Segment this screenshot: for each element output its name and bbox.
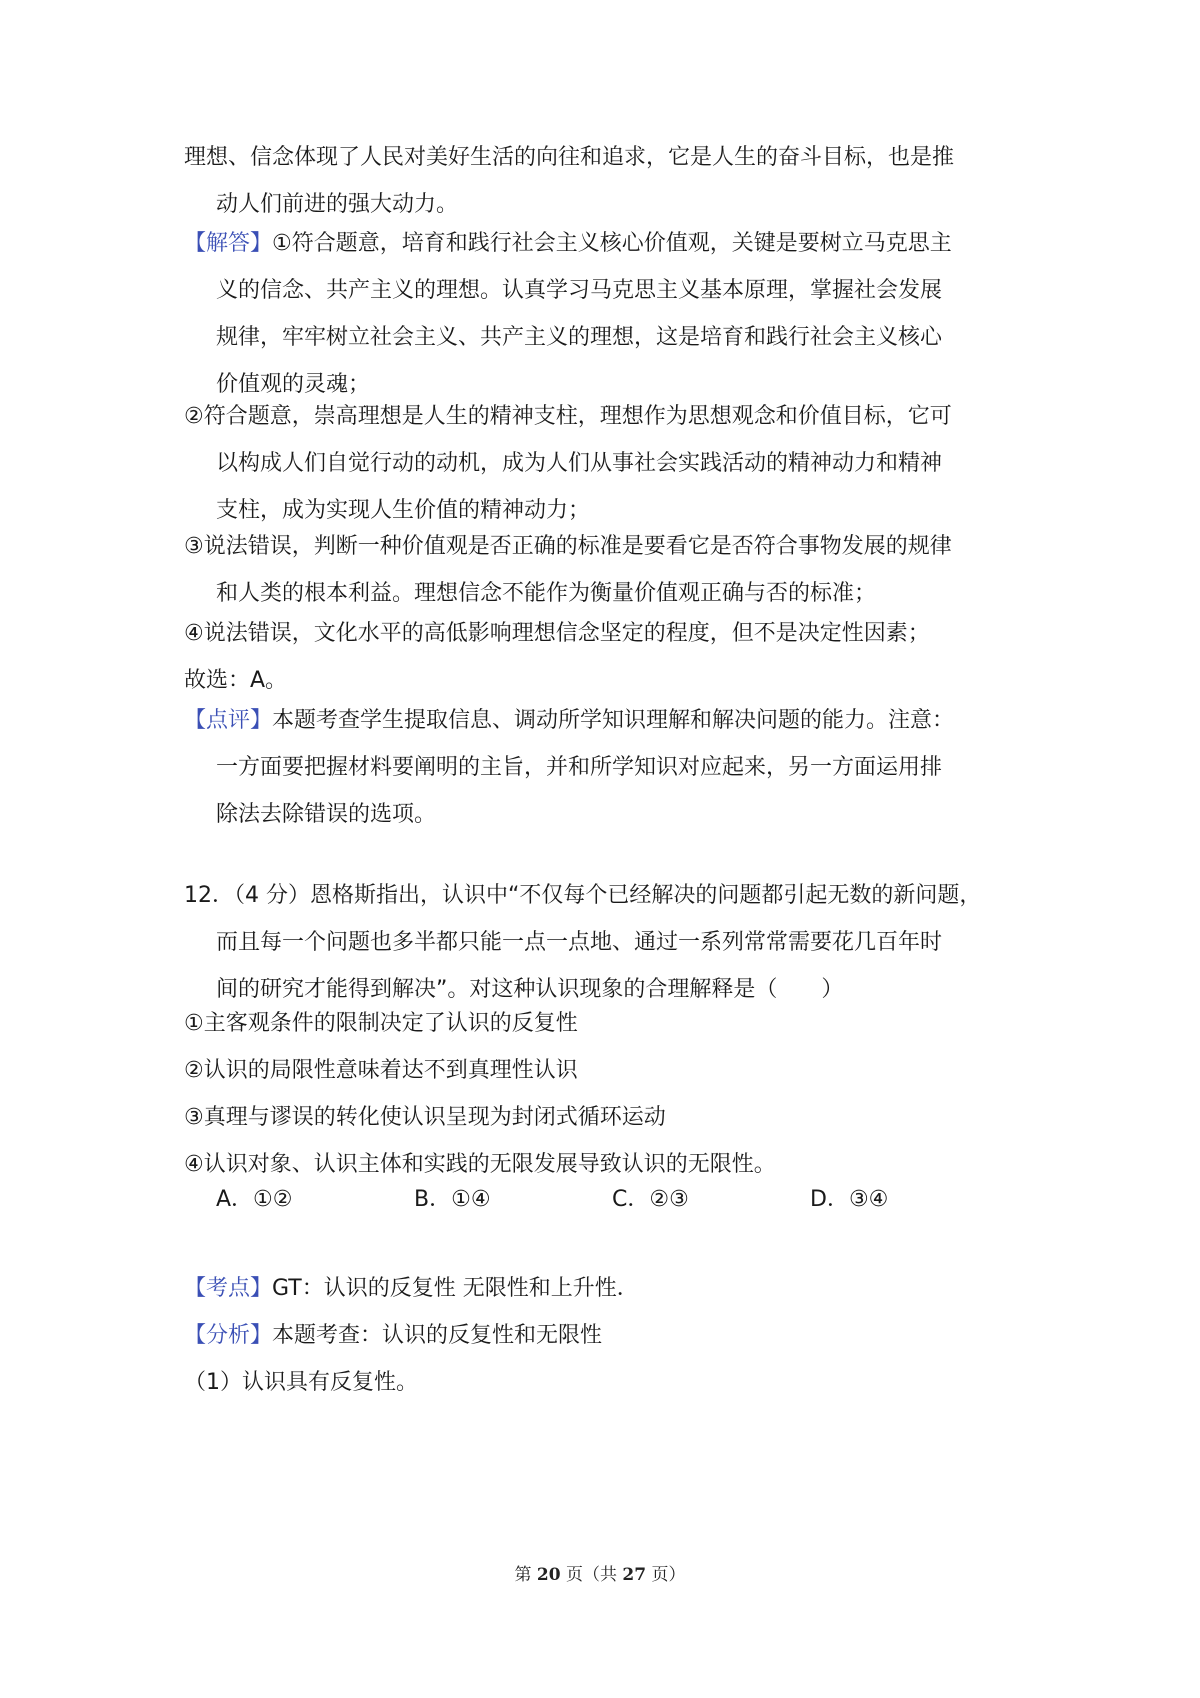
option-b: B．①④ bbox=[414, 1187, 491, 1212]
text-line: ③说法错误，判断一种价值观是否正确的标准是要看它是否符合事物发展的规律 bbox=[184, 534, 952, 559]
option-a: A．①② bbox=[216, 1187, 293, 1212]
question-12-statements bbox=[184, 1000, 1044, 1188]
text-line: 支柱，成为实现人生价值的精神动力； bbox=[216, 498, 591, 523]
point-2 bbox=[184, 393, 1044, 534]
kaodian-text: GT：认识的反复性 无限性和上升性． bbox=[272, 1276, 639, 1301]
statement-item: ②认识的局限性意味着达不到真理性认识 bbox=[184, 1058, 578, 1083]
text-line bbox=[184, 697, 1044, 744]
fenxi-text: 本题考查：认识的反复性和无限性 bbox=[272, 1323, 603, 1348]
statement-item: ①主客观条件的限制决定了认识的反复性 bbox=[184, 1011, 578, 1036]
kaodian-tag: 【考点】 bbox=[184, 1276, 273, 1301]
text-line: 一方面要把握材料要阐明的主旨，并和所学知识对应起来，另一方面运用排 bbox=[216, 755, 943, 780]
text-line: 和人类的根本利益。理想信念不能作为衡量价值观正确与否的标准； bbox=[216, 581, 877, 606]
comment-section bbox=[184, 697, 1044, 838]
text-line: 12．（4 分）恩格斯指出，认识中“不仅每个已经解决的问题都引起无数的新问题， bbox=[184, 883, 982, 908]
footer-prefix: 第 bbox=[514, 1565, 532, 1585]
text-line: 价值观的灵魂； bbox=[216, 372, 371, 397]
point-4 bbox=[184, 610, 1044, 704]
text-line: 间的研究才能得到解决”。对这种认识现象的合理解释是（ ） bbox=[216, 977, 844, 1002]
statement-item: ③真理与谬误的转化使认识呈现为封闭式循环运动 bbox=[184, 1105, 666, 1130]
answer-section bbox=[184, 220, 1044, 408]
point-3 bbox=[184, 523, 1044, 617]
option-d: D．③④ bbox=[810, 1187, 889, 1212]
text-line: 以构成人们自觉行动的动机，成为人们从事社会实践活动的精神动力和精神 bbox=[216, 451, 943, 476]
comment-text: 本题考查学生提取信息、调动所学知识理解和解决问题的能力。注意： bbox=[272, 708, 955, 733]
text-line: 理想、信念体现了人民对美好生活的向往和追求，它是人生的奋斗目标，也是推 bbox=[184, 145, 955, 170]
text-line: 义的信念、共产主义的理想。认真学习马克思主义基本原理，掌握社会发展 bbox=[216, 278, 943, 303]
text-line bbox=[184, 1312, 1044, 1359]
footer-page-number: 20 bbox=[536, 1565, 561, 1585]
footer-middle: 页（共 bbox=[566, 1565, 617, 1585]
choice-line: 故选：A。 bbox=[184, 668, 288, 693]
text-line: 除法去除错误的选项。 bbox=[216, 802, 437, 827]
text-line: ②符合题意，崇高理想是人生的精神支柱，理想作为思想观念和价值目标，它可 bbox=[184, 404, 952, 429]
text-line: ④说法错误，文化水平的高低影响理想信念坚定的程度，但不是决定性因素； bbox=[184, 621, 930, 646]
footer-total-pages: 27 bbox=[622, 1565, 647, 1585]
text-line: 而且每一个问题也多半都只能一点一点地、通过一系列常常需要花几百年时 bbox=[216, 930, 943, 955]
analysis-section bbox=[184, 1265, 1044, 1406]
answer-text: ①符合题意，培育和践行社会主义核心价值观，关键是要树立马克思主 bbox=[272, 231, 952, 256]
answer-tag: 【解答】 bbox=[184, 231, 273, 256]
continuation-paragraph bbox=[184, 134, 1044, 228]
fenxi-tag: 【分析】 bbox=[184, 1323, 273, 1348]
text-line: 规律，牢牢树立社会主义、共产主义的理想，这是培育和践行社会主义核心 bbox=[216, 325, 943, 350]
question-12-stem bbox=[184, 872, 1044, 1013]
option-c: C．②③ bbox=[612, 1187, 689, 1212]
page-footer bbox=[0, 1560, 1200, 1585]
text-line bbox=[184, 1265, 1044, 1312]
footer-suffix: 页） bbox=[651, 1565, 686, 1585]
text-line: 动人们前进的强大动力。 bbox=[216, 192, 459, 217]
comment-tag: 【点评】 bbox=[184, 708, 273, 733]
text-line: （1）认识具有反复性。 bbox=[184, 1370, 418, 1395]
statement-item: ④认识对象、认识主体和实践的无限发展导致认识的无限性。 bbox=[184, 1152, 776, 1177]
text-line bbox=[184, 220, 1044, 267]
